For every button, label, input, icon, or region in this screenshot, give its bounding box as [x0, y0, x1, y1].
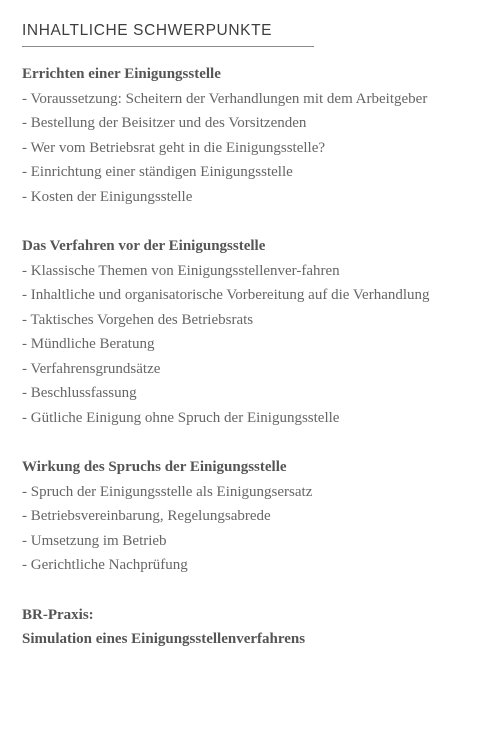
section-title: BR-Praxis: — [22, 606, 94, 623]
section-wirkung — [22, 455, 462, 578]
list-item: - Verfahrensgrundsätze — [22, 360, 161, 377]
list-item: - Klassische Themen von Einigungsstellenver-fahren — [22, 262, 340, 279]
list-item: - Voraussetzung: Scheitern der Verhandlungen mit dem Arbeitgeber — [22, 90, 428, 107]
list-item: - Inhaltliche und organisatorische Vorbereitung auf die Verhandlung — [22, 287, 430, 303]
section-verfahren — [22, 234, 462, 430]
list-item: - Wer vom Betriebsrat geht in die Einigungsstelle? — [22, 139, 326, 156]
section-br-praxis — [22, 603, 462, 652]
list-item: - Einrichtung einer ständigen Einigungsstelle — [22, 164, 293, 180]
list-item: - Bestellung der Beisitzer und des Vorsitzenden — [22, 115, 307, 131]
page-heading: INHALTLICHE SCHWERPUNKTE — [22, 22, 314, 47]
list-item: - Mündliche Beratung — [22, 336, 155, 352]
list-item: - Gerichtliche Nachprüfung — [22, 557, 188, 573]
section-title: Wirkung des Spruchs der Einigungsstelle — [22, 459, 287, 475]
section-subtitle: Simulation eines Einigungsstellenverfahrens — [22, 631, 306, 647]
section-errichten — [22, 62, 462, 209]
list-item: - Beschlussfassung — [22, 385, 137, 401]
list-item: - Betriebsvereinbarung, Regelungsabrede — [22, 508, 271, 524]
list-item: - Gütliche Einigung ohne Spruch der Einigungsstelle — [22, 409, 340, 426]
content-area — [22, 22, 462, 652]
section-title: Das Verfahren vor der Einigungsstelle — [22, 238, 266, 254]
list-item: - Spruch der Einigungsstelle als Einigungsersatz — [22, 483, 313, 500]
section-title: Errichten einer Einigungsstelle — [22, 66, 221, 82]
list-item: - Umsetzung im Betrieb — [22, 532, 167, 549]
list-item: - Kosten der Einigungsstelle — [22, 188, 193, 205]
list-item: - Taktisches Vorgehen des Betriebsrats — [22, 311, 254, 328]
